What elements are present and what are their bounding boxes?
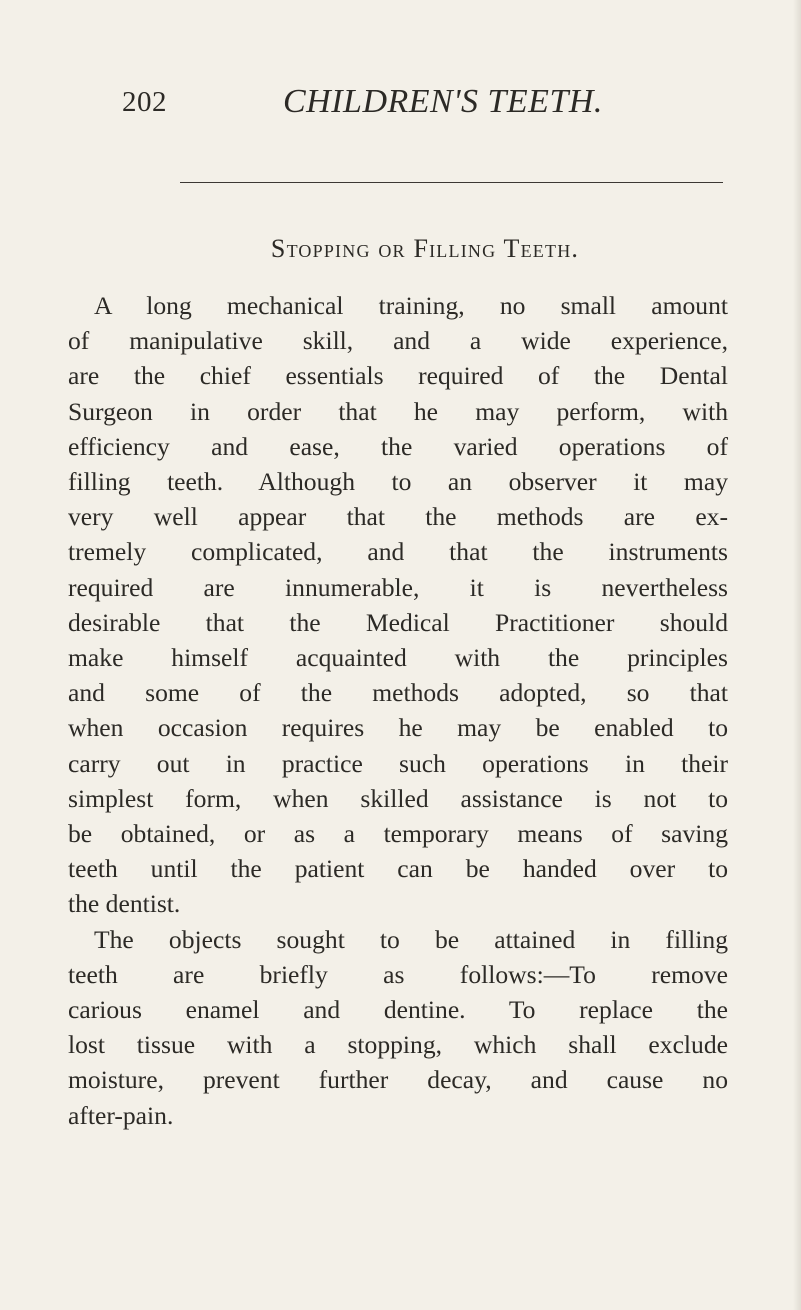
text-line: carious enamel and dentine. To replace the xyxy=(68,995,728,1025)
header-rule xyxy=(180,182,723,183)
section-title: Stopping or Filling Teeth. xyxy=(270,234,580,263)
text-line: very well appear that the methods are ex- xyxy=(68,502,728,532)
text-line: tremely complicated, and that the instruments xyxy=(68,537,728,567)
text-line: required are innumerable, it is nevertheless xyxy=(68,572,728,602)
text-line: teeth are briefly as follows:—To remove xyxy=(68,959,728,989)
text-line: lost tissue with a stopping, which shall exclude xyxy=(68,1030,728,1060)
text-line: simplest form, when skilled assistance is not to xyxy=(68,783,728,813)
text-line: of manipulative skill, and a wide experience, xyxy=(68,326,728,356)
text-line: be obtained, or as a temporary means of saving xyxy=(68,819,728,849)
text-line: make himself acquainted with the principles xyxy=(68,643,728,673)
paragraph-2 xyxy=(68,922,728,1133)
text-line: efficiency and ease, the varied operations of xyxy=(68,431,728,461)
body-text xyxy=(68,288,728,1133)
text-line: when occasion requires he may be enabled to xyxy=(68,713,728,743)
text-line: carry out in practice such operations in their xyxy=(68,748,728,778)
page-number: 202 xyxy=(122,86,167,118)
text-line: the dentist. xyxy=(68,889,181,919)
text-line: moisture, prevent further decay, and cause no xyxy=(68,1065,728,1095)
paragraph-1 xyxy=(68,288,728,922)
text-line: teeth until the patient can be handed over to xyxy=(68,854,728,884)
text-line: are the chief essentials required of the Dental xyxy=(68,361,728,391)
text-line: after-pain. xyxy=(68,1100,174,1130)
text-line: Surgeon in order that he may perform, with xyxy=(68,396,728,426)
running-head: CHILDREN'S TEETH. xyxy=(283,83,603,120)
text-line: The objects sought to be attained in filling xyxy=(94,924,728,954)
text-line: filling teeth. Although to an observer it may xyxy=(68,467,728,497)
page-edge-shadow xyxy=(793,0,801,1310)
text-line: desirable that the Medical Practitioner should xyxy=(68,607,728,637)
text-line: A long mechanical training, no small amount xyxy=(94,291,728,320)
text-line: and some of the methods adopted, so that xyxy=(68,678,728,708)
